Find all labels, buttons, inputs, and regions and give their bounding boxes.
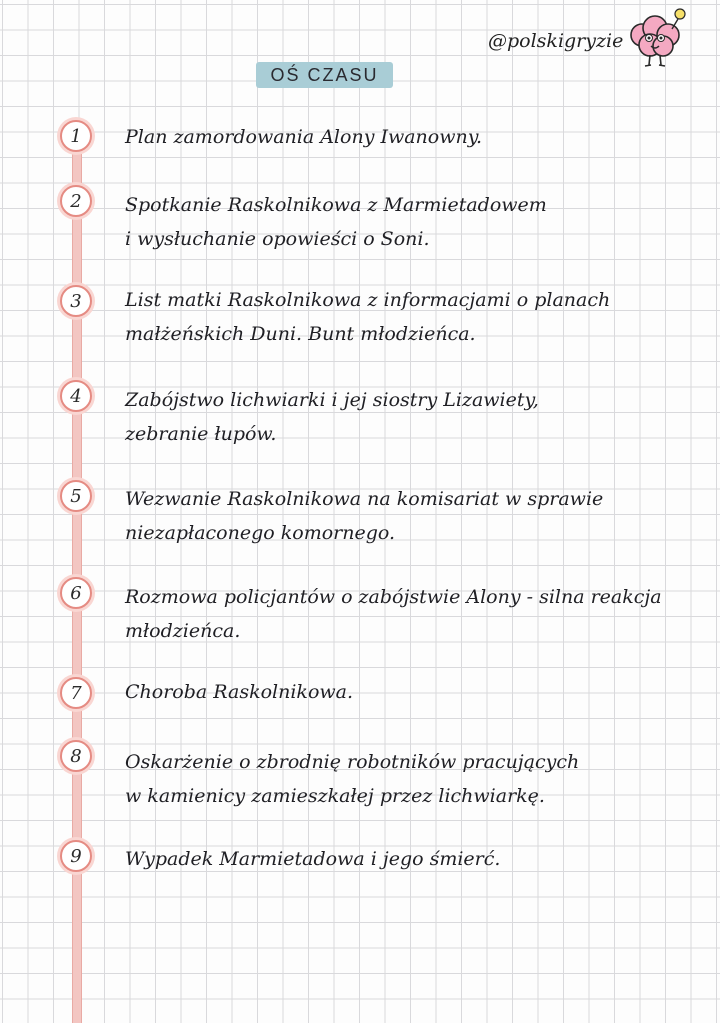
timeline-title: OŚ CZASU (256, 62, 393, 88)
event-number: 9 (60, 840, 92, 872)
event-number: 8 (60, 740, 92, 772)
event-description (125, 120, 665, 154)
event-description (125, 580, 665, 648)
event-description-line: zebranie łupów. (125, 423, 277, 445)
event-description-line: Spotkanie Raskolnikowa z Marmietadowem (125, 194, 547, 216)
event-number: 3 (60, 285, 92, 317)
event-description-line: Rozmowa policjantów o zabójstwie Alony - silna reakcja (125, 586, 662, 608)
event-description-line: i wysłuchanie opowieści o Soni. (125, 228, 430, 250)
event-description (125, 842, 665, 876)
event-description-line: Oskarżenie o zbrodnię robotników pracujących (125, 751, 580, 773)
event-description-line: Wypadek Marmietadowa i jego śmierć. (125, 848, 501, 870)
event-description (125, 745, 665, 813)
author-handle: @polskigryzie (488, 30, 624, 52)
event-description-line: Wezwanie Raskolnikowa na komisariat w sprawie (125, 488, 604, 510)
event-description-line: niezapłaconego komornego. (125, 522, 396, 544)
event-number: 4 (60, 380, 92, 412)
event-description-line: w kamienicy zamieszkałej przez lichwiarkę. (125, 785, 545, 807)
event-number: 7 (60, 677, 92, 709)
event-description (125, 675, 665, 709)
event-description-line: List matki Raskolnikowa z informacjami o planach (125, 289, 611, 311)
event-description (125, 482, 665, 550)
event-description (125, 283, 665, 351)
event-number: 6 (60, 577, 92, 609)
event-description (125, 188, 665, 256)
event-number: 1 (60, 120, 92, 152)
event-number: 5 (60, 480, 92, 512)
event-description-line: młodzieńca. (125, 620, 241, 642)
event-description-line: Plan zamordowania Alony Iwanowny. (125, 126, 482, 148)
event-description-line: Choroba Raskolnikowa. (125, 681, 354, 703)
event-description (125, 383, 665, 451)
brain-mascot-icon (620, 5, 690, 71)
event-description-line: małżeńskich Duni. Bunt młodzieńca. (125, 323, 476, 345)
event-description-line: Zabójstwo lichwiarki i jej siostry Lizawiety, (125, 389, 539, 411)
event-number: 2 (60, 185, 92, 217)
